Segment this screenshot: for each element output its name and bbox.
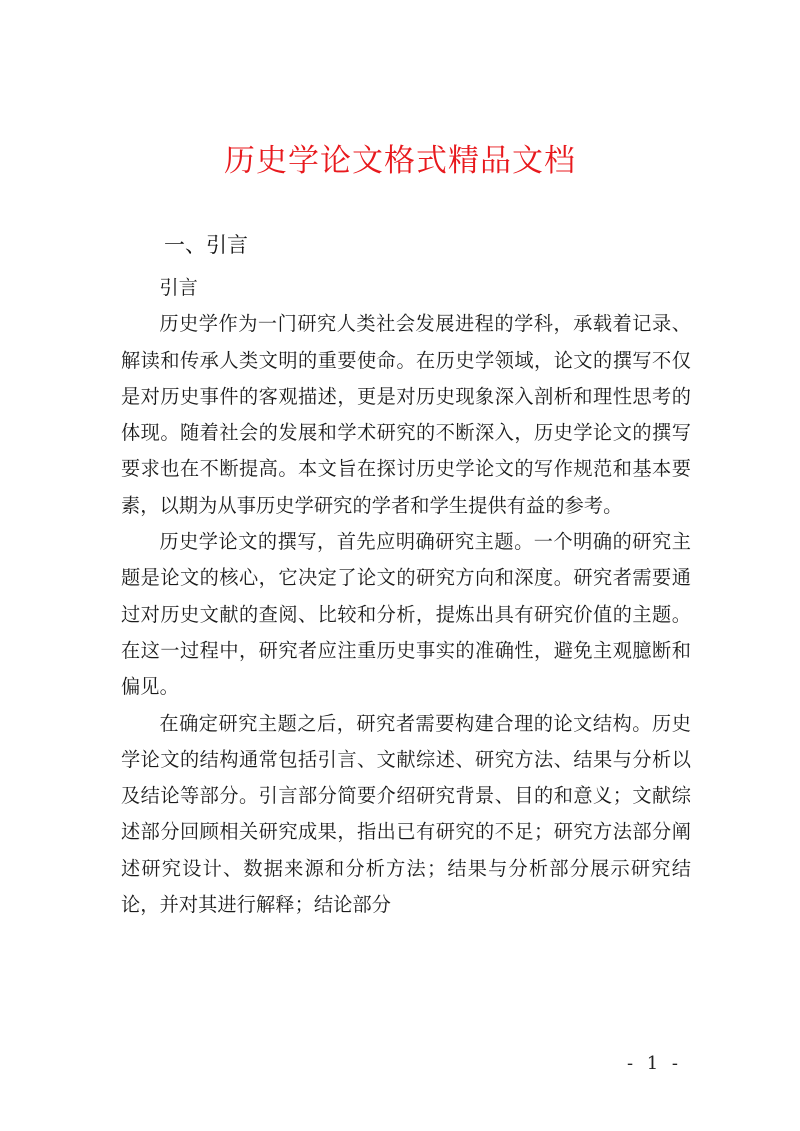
- section-heading: 一、引言: [164, 233, 248, 257]
- paragraph: 在确定研究主题之后，研究者需要构建合理的论文结构。历史学论文的结构通常包括引言、文献综述、研究方法、结果与分析以及结论等部分。引言部分简要介绍研究背景、目的和意义；文献综述部分回顾相关研究成果，指出已有研究的不足；研究方法部分阐述研究设计、数据来源和分析方法；结果与分析部分展示研究结论，并对其进行解释；结论部分: [121, 711, 691, 917]
- document-title: 历史学论文格式精品文档: [224, 143, 576, 179]
- sub-heading: 引言: [159, 276, 198, 299]
- document-body: [121, 270, 691, 923]
- paragraph: 历史学作为一门研究人类社会发展进程的学科，承载着记录、解读和传承人类文明的重要使命。在历史学领域，论文的撰写不仅是对历史事件的客观描述，更是对历史现象深入剖析和理性思考的体现。随着社会的发展和学术研究的不断深入，历史学论文的撰写要求也在不断提高。本文旨在探讨历史学论文的写作规范和基本要素，以期为从事历史学研究的学者和学生提供有益的参考。: [121, 312, 691, 517]
- paragraph: 历史学论文的撰写，首先应明确研究主题。一个明确的研究主题是论文的核心，它决定了论文的研究方向和深度。研究者需要通过对历史文献的查阅、比较和分析，提炼出具有研究价值的主题。在这一过程中，研究者应注重历史事实的准确性，避免主观臆断和偏见。: [121, 530, 691, 699]
- page-number: - 1 -: [626, 1053, 682, 1074]
